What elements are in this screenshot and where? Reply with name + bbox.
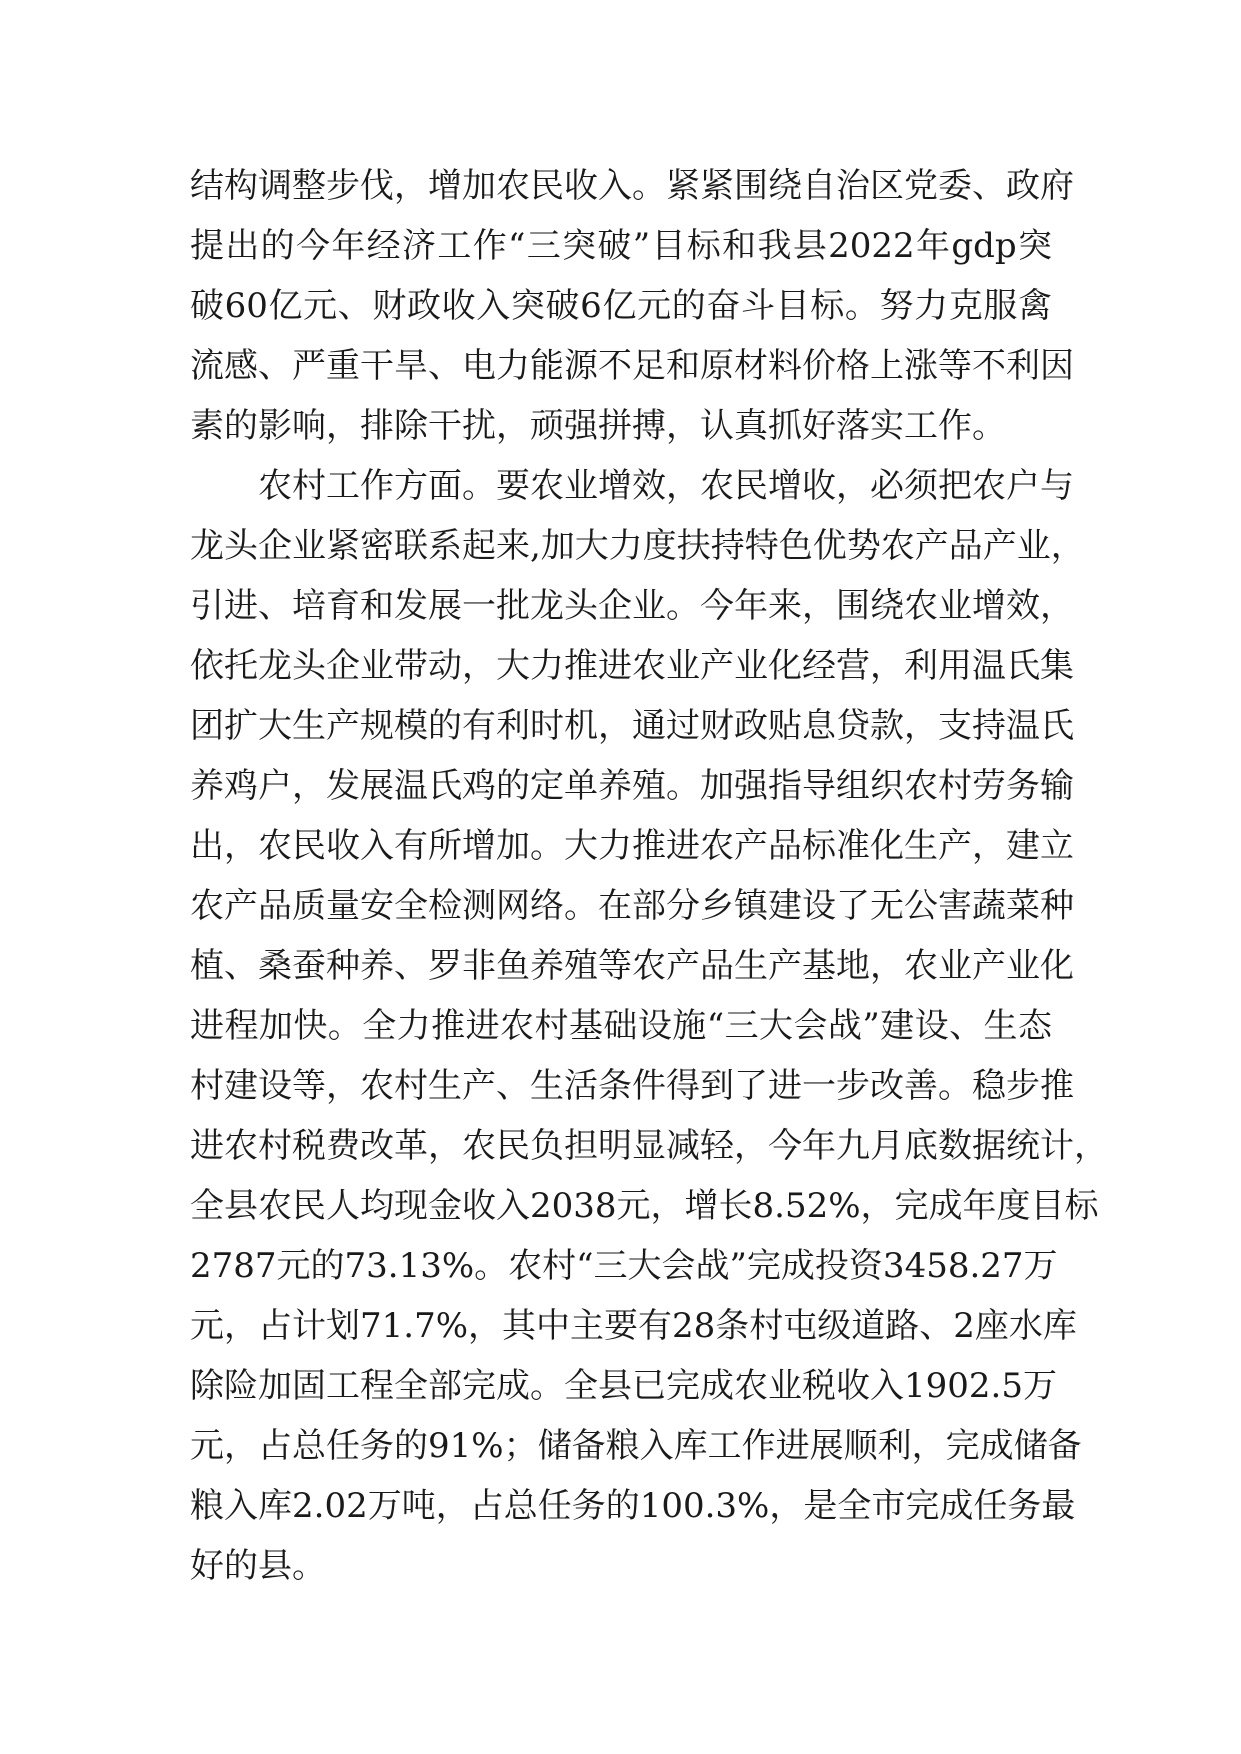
text-line: 植、桑蚕种养、罗非鱼养殖等农产品生产基地，农业产业化	[190, 946, 1074, 986]
text-line: 养鸡户，发展温氏鸡的定单养殖。加强指导组织农村劳务输	[190, 766, 1074, 806]
text-line: 全县农民人均现金收入2038元，增长8.52%，完成年度目标	[190, 1186, 1099, 1226]
text-line: 流感、严重干旱、电力能源不足和原材料价格上涨等不利因	[190, 346, 1074, 386]
text-line: 依托龙头企业带动，大力推进农业产业化经营，利用温氏集	[190, 646, 1074, 686]
text-line: 元，占计划71.7%，其中主要有28条村屯级道路、2座水库	[190, 1306, 1077, 1346]
paragraph-2	[190, 456, 1108, 1596]
text-line: 除险加固工程全部完成。全县已完成农业税收入1902.5万	[190, 1366, 1057, 1406]
text-line: 进农村税费改革，农民负担明显减轻，今年九月底数据统计，	[190, 1126, 1108, 1166]
text-line: 出，农民收入有所增加。大力推进农产品标准化生产，建立	[190, 826, 1074, 866]
paragraph-1	[190, 156, 1074, 456]
text-line: 村建设等，农村生产、生活条件得到了进一步改善。稳步推	[190, 1066, 1074, 1106]
text-line: 进程加快。全力推进农村基础设施“三大会战”建设、生态	[190, 1006, 1052, 1046]
text-line: 提出的今年经济工作“三突破”目标和我县2022年gdp突	[190, 226, 1052, 266]
text-line: 龙头企业紧密联系起来,加大力度扶持特色优势农产品产业，	[190, 526, 1085, 566]
text-line: 粮入库2.02万吨，占总任务的100.3%，是全市完成任务最	[190, 1486, 1076, 1526]
text-line: 结构调整步伐，增加农民收入。紧紧围绕自治区党委、政府	[190, 166, 1074, 206]
text-line: 引进、培育和发展一批龙头企业。今年来，围绕农业增效，	[190, 586, 1074, 626]
text-line: 好的县。	[190, 1546, 326, 1586]
text-line: 素的影响，排除干扰，顽强拼搏，认真抓好落实工作。	[190, 406, 1006, 446]
text-line: 团扩大生产规模的有利时机，通过财政贴息贷款，支持温氏	[190, 706, 1074, 746]
text-line: 元，占总任务的91%；储备粮入库工作进展顺利，完成储备	[190, 1426, 1082, 1466]
text-line: 农村工作方面。要农业增效，农民增收，必须把农户与	[258, 466, 1074, 506]
text-line: 破60亿元、财政收入突破6亿元的奋斗目标。努力克服禽	[190, 286, 1052, 326]
text-line: 2787元的73.13%。农村“三大会战”完成投资3458.27万	[190, 1246, 1058, 1286]
text-line: 农产品质量安全检测网络。在部分乡镇建设了无公害蔬菜种	[190, 886, 1074, 926]
